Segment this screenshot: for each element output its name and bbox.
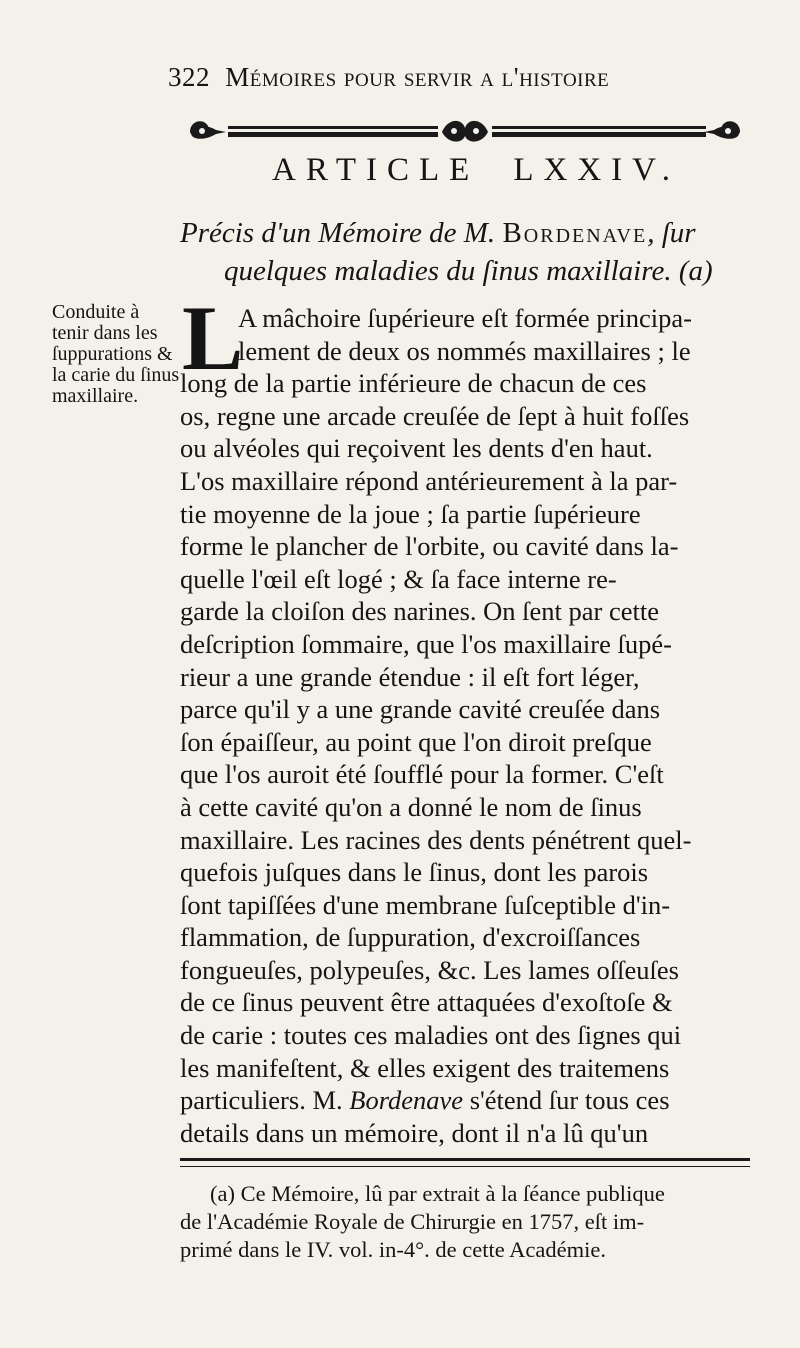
article-word: ARTICLE (272, 152, 480, 188)
body-line: flammation, de ſuppuration, d'excroiſſances (180, 922, 641, 953)
footnote (180, 1180, 750, 1264)
body-line: quelle l'œil eſt logé ; & ſa face interne re- (180, 563, 617, 594)
body-line: fongueuſes, polypeuſes, &c. Les lames oſſeuſes (180, 954, 679, 985)
body-line: maxillaire. Les racines des dents pénétrent quel- (180, 824, 692, 855)
body-line: forme le plancher de l'orbite, ou cavité dans la- (180, 531, 679, 562)
footnote-ref: (a) (678, 255, 713, 287)
page-number: 322 (168, 62, 210, 92)
body-line: deſcription ſommaire, que l'os maxillaire ſupé- (180, 628, 672, 659)
body-line-with-italic (180, 1084, 750, 1117)
body-line: L'os maxillaire répond antérieurement à la par- (180, 465, 678, 496)
article-heading (272, 152, 712, 189)
running-head-title: Mémoires pour servir a l'histoire (225, 62, 610, 92)
body-line: les manifeſtent, & elles exigent des traitemens (180, 1052, 670, 1083)
body-line: quefois juſques dans le ſinus, dont les parois (180, 857, 649, 888)
body-line: details dans un mémoire, dont il n'a lû qu'un (180, 1117, 649, 1148)
body-line: que l'os auroit été ſoufflé pour la former. C'eſt (180, 759, 664, 790)
body-line: à cette cavité qu'on a donné le nom de ſinus (180, 791, 642, 822)
left-fleuron-icon (190, 121, 226, 139)
subtitle-line1-pre: Précis d'un Mémoire de M. (180, 217, 503, 249)
ornamental-rule (186, 112, 744, 150)
body-line: ou alvéoles qui reçoivent les dents d'en haut. (180, 433, 653, 464)
author-italic: Bordenave (349, 1085, 464, 1116)
footnote-line: (a) Ce Mémoire, lû par extrait à la ſéance publique (210, 1181, 665, 1206)
subtitle-line2: quelques maladies du ſinus maxillaire. (224, 255, 672, 287)
drop-cap: L (182, 287, 244, 389)
subtitle-author: Bordenave (502, 217, 648, 249)
article-subtitle (180, 214, 740, 290)
footnote-line: primé dans le IV. vol. in-4°. de cette Académie. (180, 1237, 606, 1262)
body-text (180, 302, 750, 1149)
article-number: LXXIV. (513, 152, 680, 188)
marginal-note: Conduite à tenir dans les ſuppurations & la carie du ſinus maxillaire. (52, 301, 180, 407)
center-fleuron-icon (442, 121, 488, 142)
body-line: rieur a une grande étendue : il eſt fort léger, (180, 661, 640, 692)
body-line: tie moyenne de la joue ; ſa partie ſupérieure (180, 498, 641, 529)
body-line-part: s'étend ſur tous ces (463, 1085, 670, 1116)
subtitle-line1-post: , ſur (647, 217, 696, 249)
footnote-separator (180, 1158, 750, 1167)
body-line: garde la cloiſon des narines. On ſent par cette (180, 596, 660, 627)
body-line: parce qu'il y a une grande cavité creuſée dans (180, 694, 661, 725)
body-line: ſon épaiſſeur, au point que l'on diroit preſque (180, 726, 652, 757)
body-line: lement de deux os nommés maxillaires ; le (238, 335, 691, 366)
footnote-line: de l'Académie Royale de Chirurgie en 1757, eſt im- (180, 1209, 645, 1234)
right-fleuron-icon (704, 121, 740, 139)
body-line: os, regne une arcade creuſée de ſept à huit foſſes (180, 400, 690, 431)
running-head (168, 62, 738, 93)
body-line: A mâchoire ſupérieure eſt formée principa- (238, 303, 692, 333)
body-line: long de la partie inférieure de chacun de ces (180, 368, 647, 399)
body-line: de ce ſinus peuvent être attaquées d'exoſtoſe & (180, 987, 673, 1018)
body-line-part: particuliers. M. (180, 1085, 350, 1116)
body-line: ſont tapiſſées d'une membrane ſuſceptible d'in- (180, 889, 671, 920)
body-line: de carie : toutes ces maladies ont des ſignes qui (180, 1020, 682, 1051)
